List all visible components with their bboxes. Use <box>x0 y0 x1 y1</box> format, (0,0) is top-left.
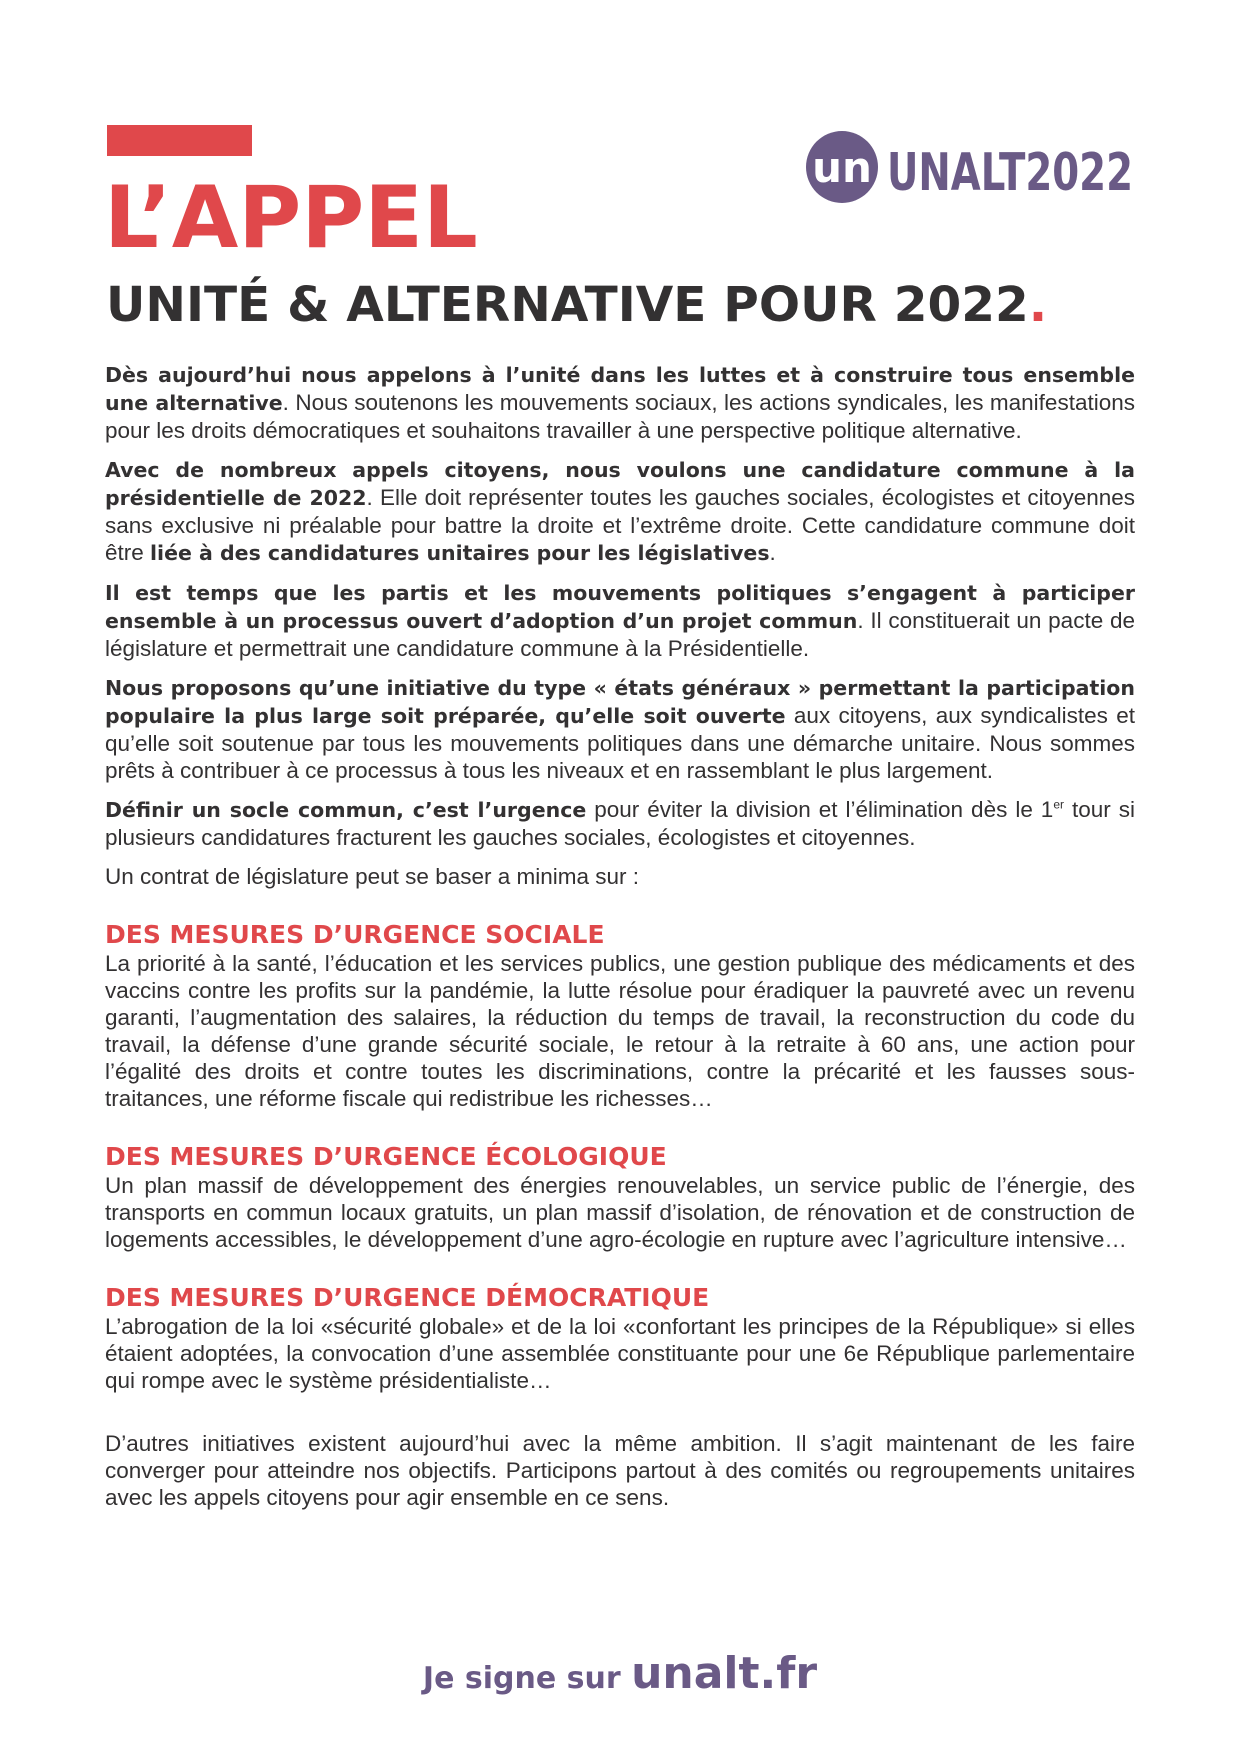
paragraph-text: Un contrat de législature peut se baser a minima sur : <box>105 864 640 889</box>
section-body: L’abrogation de la loi «sécurité globale» et de la loi «confortant les principes de la République» si elles étaient adoptées, la convocation d’une assemblée constituante pour une 6e République parlementaire qui rompe avec le système présidentialiste… <box>105 1314 1135 1393</box>
section-body: La priorité à la santé, l’éducation et les services publics, une gestion publique des médicaments et des vaccins contre les profits sur la pandémie, la lutte résolue pour éradiquer la pauvreté avec un revenu garanti, l’augmentation des salaires, la réduction du temps de travail, la reconstruction du code du travail, la défense d’une grande sécurité sociale, le retour à la retraite à 60 ans, une action pour l’égalité des droits et contre toutes les discriminations, contre la précarité et les fausses sous-traitances, une réforme fiscale qui redistribue les richesses… <box>105 951 1135 1111</box>
paragraph-text: . Il constituerait un pacte de législature et permettrait une candidature commune à la Présidentielle. <box>105 608 1135 661</box>
ordinal-suffix: er <box>1053 797 1064 812</box>
paragraph-emphasis: liée à des candidatures unitaires pour les législatives <box>150 541 770 565</box>
sign-call-to-action <box>0 1648 1240 1699</box>
appeal-body <box>105 361 1135 1523</box>
paragraph-text: . <box>769 540 776 565</box>
logo-mark-text: un <box>812 143 872 192</box>
cta-lead-text: Je signe sur <box>422 1661 632 1696</box>
logo-circle-mark <box>806 131 878 203</box>
section-body: Un plan massif de développement des énergies renouvelables, un service public de l’énergie, des transports en commun locaux gratuits, un plan massif d’isolation, de rénovation et de construction de logements accessibles, le développement d’une agro-écologie en rupture avec l’agriculture intensive… <box>105 1173 1135 1252</box>
paragraph-text: . Elle doit représenter toutes les gauches sociales, écologistes et citoyennes sans exclusive ni préalable pour battre la droite et l’extrême droite. Cette candidature commune doit être <box>105 485 1135 565</box>
paragraph-candidature <box>105 456 1135 567</box>
cta-url-link[interactable]: unalt.fr <box>631 1648 818 1699</box>
paragraph-common-base <box>105 796 1135 851</box>
section-democratic <box>105 1283 1135 1394</box>
paragraph-lead: Définir un socle commun, c’est l’urgence <box>105 798 587 822</box>
paragraph-text: tour si plusieurs candidatures fracturent les gauches sociales, écologistes et citoyennes. <box>105 797 1135 850</box>
paragraph-contract-intro <box>105 863 1135 890</box>
paragraph-text: . Nous soutenons les mouvements sociaux, les actions syndicales, les manifestations pour les droits démocratiques et souhaitons travailler à une perspective politique alternative. <box>105 390 1135 443</box>
section-heading: DES MESURES D’URGENCE ÉCOLOGIQUE <box>105 1142 667 1171</box>
paragraph-text: pour éviter la division et l’élimination dès le 1 <box>586 797 1054 822</box>
paragraph-text: aux citoyens, aux syndicalistes et qu’elle soit soutenue par tous les mouvements politiques dans une démarche unitaire. Nous sommes prêts à contribuer à ce processus à tous les niveaux et en rassemblant le plus largement. <box>105 703 1135 783</box>
paragraph-process <box>105 579 1135 662</box>
section-ecological <box>105 1142 1135 1253</box>
closing-paragraph: D’autres initiatives existent aujourd’hui avec la même ambition. Il s’agit maintenant de les faire converger pour atteindre nos objectifs. Participons partout à des comités ou regroupements unitaires avec les appels citoyens pour agir ensemble en ce sens. <box>105 1431 1135 1510</box>
page-subtitle <box>106 275 1047 335</box>
unalt2022-logo[interactable] <box>805 130 1135 210</box>
paragraph-lead: Il est temps que les partis et les mouvements politiques s’engagent à participer ensemble à un processus ouvert d’adoption d’un projet commun <box>105 581 1135 633</box>
section-heading: DES MESURES D’URGENCE SOCIALE <box>105 920 605 949</box>
page-title: L’APPEL <box>104 168 478 268</box>
paragraph-lead: Nous proposons qu’une initiative du type « états généraux » permettant la participation populaire la plus large soit préparée, qu’elle soit ouverte <box>105 676 1135 728</box>
subtitle-dot: . <box>1028 277 1048 333</box>
paragraph-lead: Dès aujourd’hui nous appelons à l’unité dans les luttes et à construire tous ensemble une alternative <box>105 363 1135 415</box>
paragraph-lead: Avec de nombreux appels citoyens, nous voulons une candidature commune à la présidentielle de 2022 <box>105 458 1135 510</box>
paragraph-unity <box>105 361 1135 444</box>
paragraph-initiative <box>105 674 1135 784</box>
section-social <box>105 920 1135 1112</box>
logo-wordmark: UNALT2022 <box>887 143 1133 203</box>
accent-bar <box>107 125 252 156</box>
section-heading: DES MESURES D’URGENCE DÉMOCRATIQUE <box>105 1283 710 1312</box>
subtitle-text: UNITÉ & ALTERNATIVE POUR 2022 <box>106 277 1029 333</box>
